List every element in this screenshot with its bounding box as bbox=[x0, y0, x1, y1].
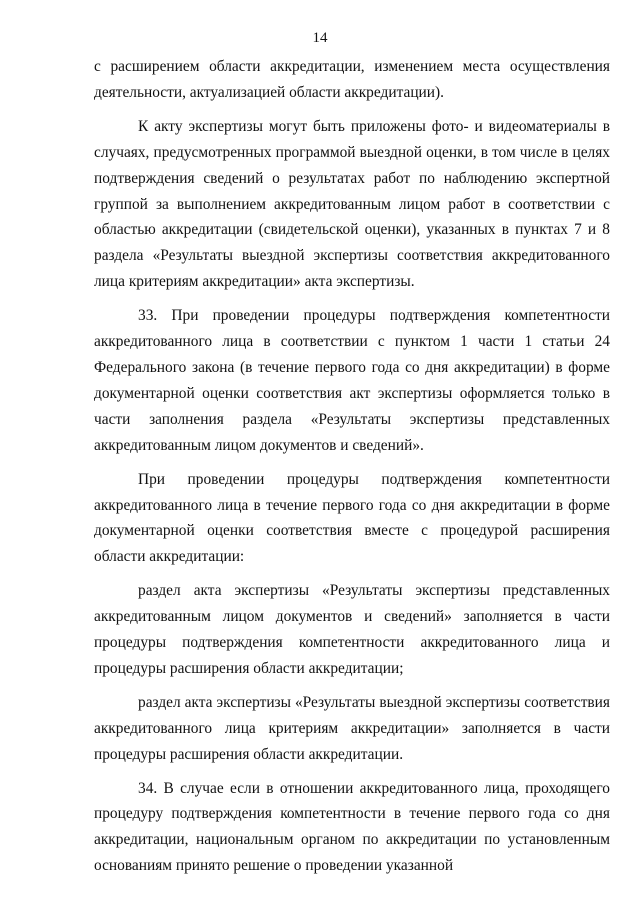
page-number: 14 bbox=[312, 30, 328, 46]
paragraph-photo-video-attachments: К акту экспертизы могут быть приложены фото- и видеоматериалы в случаях, предусмотренных программой выездной оценки, в том числе в целях подтверждения сведений о результатах работ по наблюдению экспертной группой за выполнением аккредитованным лицом работ в соответствии с областью аккредитации (свидетельской оценки), указанных в пунктах 7 и 8 раздела «Результаты выездной экспертизы соответствия аккредитованного лица критериям аккредитации» акта экспертизы. bbox=[94, 117, 610, 291]
paragraph-extension-procedure: При проведении процедуры подтверждения компетентности аккредитованного лица в течение первого года со дня аккредитации в форме документарной оценки соответствия вместе с процедурой расширения области аккредитации: bbox=[94, 470, 610, 566]
paragraph-33: 33. При проведении процедуры подтверждения компетентности аккредитованного лица в соответствии с пунктом 1 части 1 статьи 24 Федерального закона (в течение первого года со дня аккредитации) в форме документарной оценки соответствия акт экспертизы оформляется только в части заполнения раздела «Результаты экспертизы представленных аккредитованным лицом документов и сведений». bbox=[94, 307, 610, 454]
document-body bbox=[94, 54, 610, 879]
paragraph-onsite-section: раздел акта экспертизы «Результаты выездной экспертизы соответствия аккредитованного лица критериям аккредитации» заполняется в части процедуры расширения области аккредитации. bbox=[94, 693, 610, 763]
paragraph-documents-section: раздел акта экспертизы «Результаты экспертизы представленных аккредитованным лицом документов и сведений» заполняется в части процедуры подтверждения компетентности аккредитованного лица и процедуры расширения области аккредитации; bbox=[94, 582, 610, 677]
paragraph-continuation: с расширением области аккредитации, изменением места осуществления деятельности, актуализацией области аккредитации). bbox=[94, 58, 610, 101]
paragraph-34: 34. В случае если в отношении аккредитованного лица, проходящего процедуру подтверждения компетентности в течение первого года со дня аккредитации, национальным органом по аккредитации по установленным основаниям принято решение о проведении указанной bbox=[94, 779, 610, 875]
